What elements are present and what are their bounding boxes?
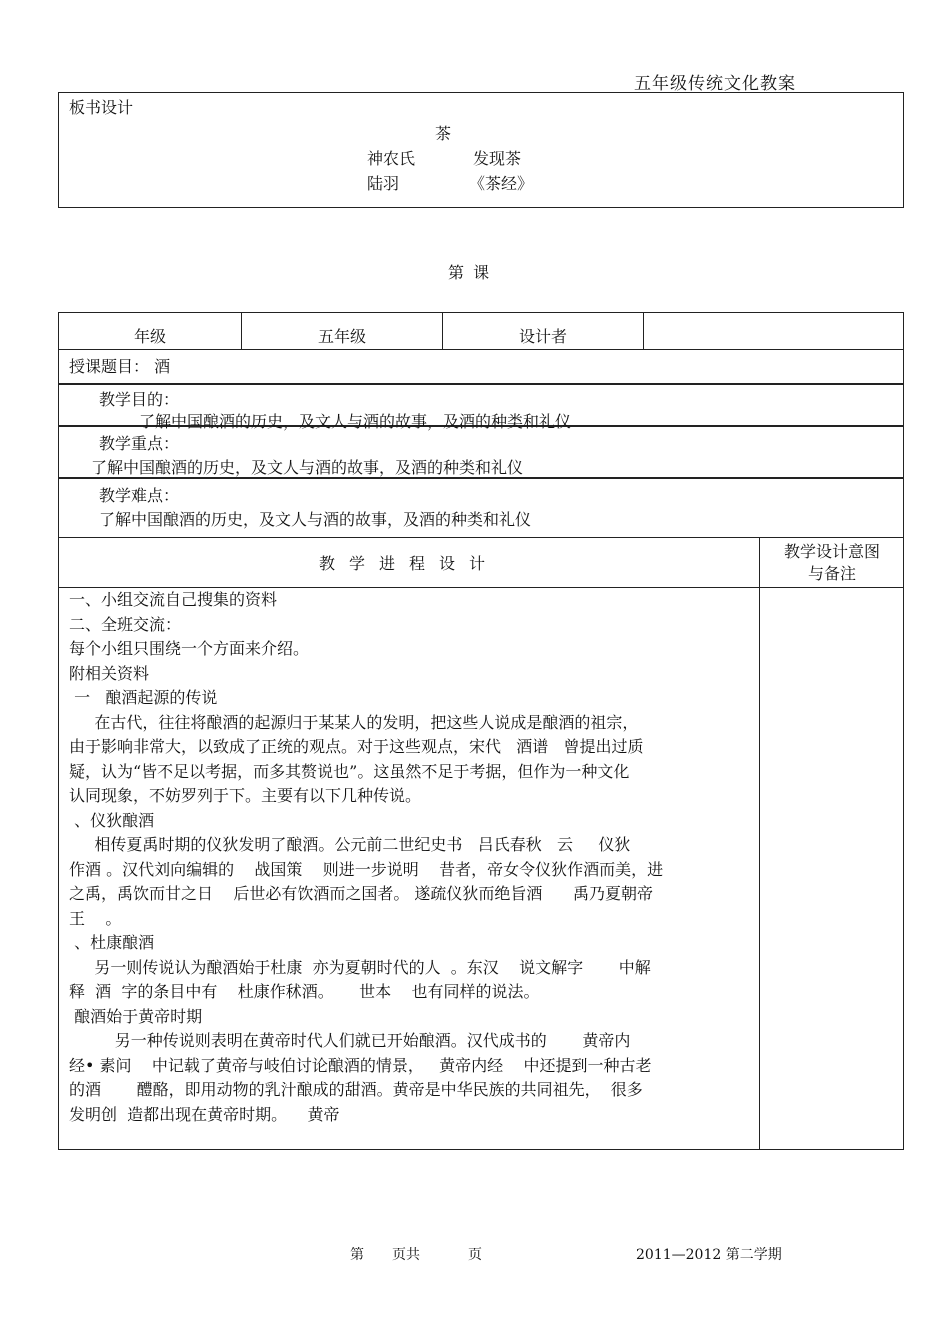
teaching-goal-section	[58, 384, 904, 431]
process-header	[58, 538, 904, 588]
teaching-goal-text: 了解中国酿酒的历史，及文人与酒的故事，及酒的种类和礼仪	[139, 412, 572, 431]
process-line: 作酒 。汉代刘向编辑的 战国策 则进一步说明 昔者，帝女令仪狄作酒而美，进	[69, 859, 664, 879]
process-line: 相传夏禹时期的仪狄发明了酿酒。公元前二世纪史书 吕氏春秋 云 仪狄	[69, 835, 631, 854]
board-line-luyu: 陆羽	[367, 174, 400, 193]
teaching-difficulty-label: 教学难点：	[99, 486, 180, 505]
designer-label: 设计者	[443, 313, 644, 349]
teaching-difficulty-text: 了解中国酿酒的历史，及文人与酒的故事，及酒的种类和礼仪	[99, 510, 532, 529]
process-line: 疑，认为“皆不足以考据，而多其赘说也”。这虽然不足于考据，但作为一种文化	[69, 761, 630, 781]
process-line: 每个小组只围绕一个方面来介绍。	[69, 639, 310, 658]
process-line: 二、全班交流：	[69, 614, 182, 634]
process-line: 一、小组交流自己搜集的资料	[69, 590, 278, 609]
process-line: 之禹，禹饮而甘之日 后世必有饮酒而之国者。 遂疏仪狄而绝旨酒 禹乃夏朝帝	[69, 884, 653, 903]
process-line: 由于影响非常大，以致成了正统的观点。对于这些观点，宋代 酒谱 曾提出过质	[69, 737, 644, 756]
teaching-difficulty-section	[58, 478, 904, 538]
notes-column-divider	[759, 588, 760, 1149]
process-body	[58, 588, 904, 1150]
board-design-label: 板书设计	[69, 98, 134, 117]
lesson-info-table	[58, 312, 904, 350]
teaching-key-section	[58, 426, 904, 478]
process-line: 、仪狄酿酒	[69, 810, 155, 830]
teaching-key-label: 教学重点：	[99, 434, 180, 453]
process-line: 发明创 造都出现在黄帝时期。 黄帝	[69, 1104, 340, 1124]
process-line: 在古代，往往将酿酒的起源归于某某人的发明，把这些人说成是酿酒的祖宗，	[69, 712, 639, 732]
footer-page-b: 页共	[392, 1247, 420, 1263]
teaching-key-text: 了解中国酿酒的历史，及文人与酒的故事，及酒的种类和礼仪	[91, 458, 524, 477]
process-line: 经• 素问 中记载了黄帝与岐伯讨论酿酒的情景， 黄帝内经 中还提到一种古老	[69, 1055, 652, 1075]
notes-heading-line-2: 与备注	[807, 563, 856, 583]
board-line-tea: 茶	[435, 124, 452, 143]
notes-heading	[759, 538, 905, 587]
process-line: 认同现象，不妨罗列于下。主要有以下几种传说。	[69, 786, 422, 805]
document-header-title: 五年级传统文化教案	[634, 74, 796, 94]
process-line: 一 酿酒起源的传说	[69, 688, 218, 707]
footer-term: 2011—2012 第二学期	[636, 1247, 782, 1263]
board-line-discover-tea: 发现茶	[473, 149, 522, 168]
lesson-topic: 授课题目： 酒	[58, 350, 904, 384]
footer-page-c: 页	[468, 1247, 482, 1263]
lesson-title: 第 课	[448, 263, 492, 282]
board-line-tea-classic: 《茶经》	[469, 174, 534, 193]
process-heading: 教学进程设计	[59, 538, 760, 587]
process-line: 附相关资料	[69, 663, 150, 683]
notes-heading-line-1: 教学设计意图	[783, 541, 880, 561]
footer-page-a: 第	[350, 1247, 364, 1263]
process-line: 另一种传说则表明在黄帝时代人们就已开始酿酒。汉代成书的 黄帝内	[69, 1031, 631, 1050]
process-line: 酿酒始于黄帝时期	[69, 1006, 203, 1026]
grade-label: 年级	[59, 313, 242, 349]
process-line: 另一则传说认为酿酒始于杜康 亦为夏朝时代的人 。东汉 说文解字 中解	[69, 957, 651, 977]
grade-value: 五年级	[242, 313, 443, 349]
designer-value	[644, 313, 903, 349]
process-line: 、杜康酿酒	[69, 933, 155, 952]
teaching-goal-label: 教学目的：	[99, 390, 180, 409]
board-design-box	[58, 92, 904, 208]
process-line: 王 。	[69, 908, 122, 928]
process-line: 释 酒 字的条目中有 杜康作秫酒。 世本 也有同样的说法。	[69, 982, 540, 1001]
board-line-shennong: 神农氏	[367, 149, 416, 168]
process-line: 的酒 醴酪，即用动物的乳汁酿成的甜酒。黄帝是中华民族的共同祖先， 很多	[69, 1080, 643, 1099]
process-content	[69, 588, 751, 1127]
